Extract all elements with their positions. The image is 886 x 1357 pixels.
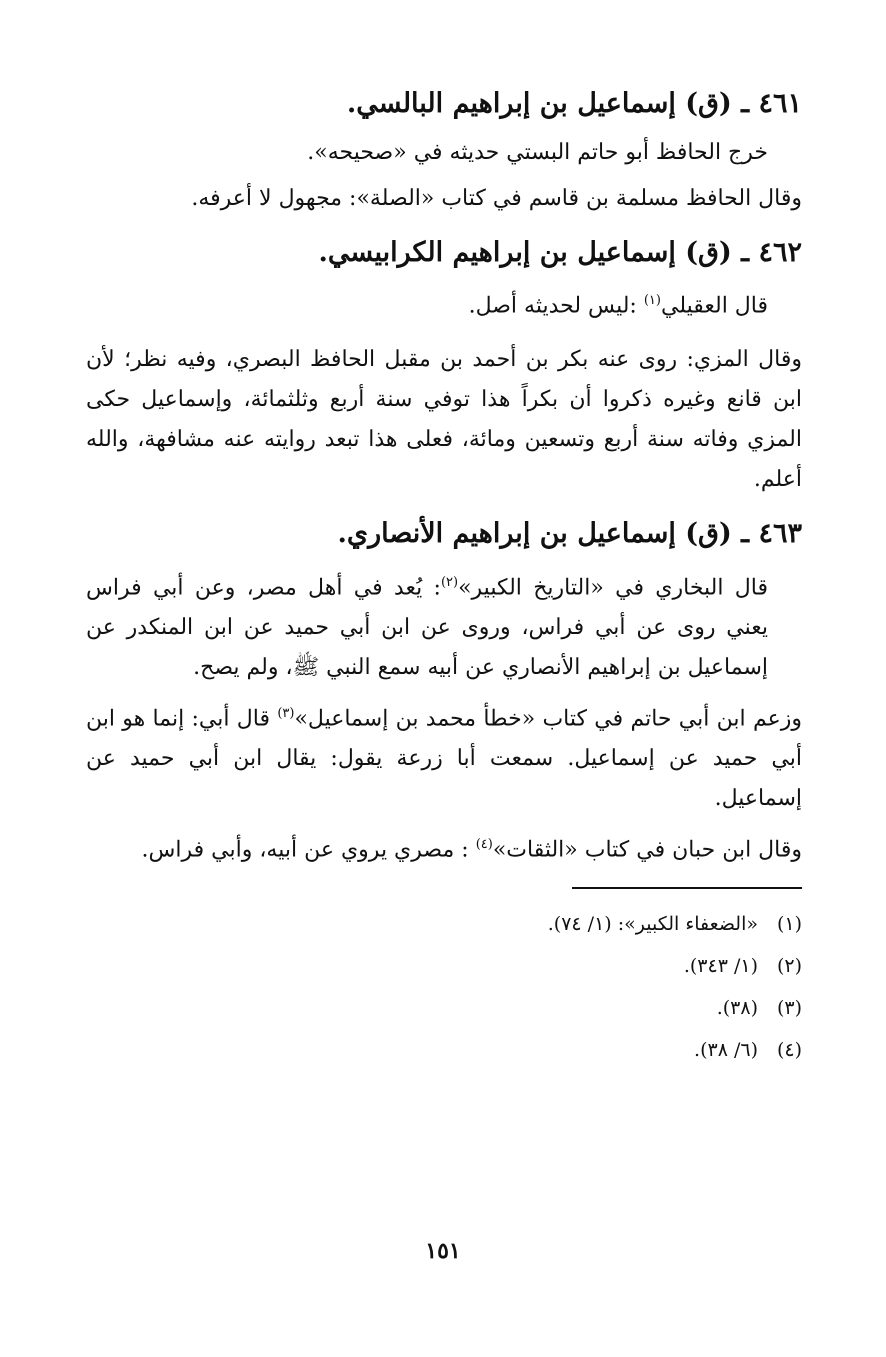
paragraph-text: قال البخاري في «التاريخ الكبير» [458, 575, 769, 601]
paragraph-text: قال أبي: إنما هو ابن أبي حميد عن إسماعيل. سمعت أبا زرعة يقول: يقال ابن أبي حميد عن إسماعيل. [86, 706, 802, 812]
paragraph: خرج الحافظ أبو حاتم البستي حديثه في «صحيحه». [307, 139, 768, 165]
footnotes [86, 903, 802, 1071]
paragraph-text: : يُعد في أهل مصر، وعن أبي فراس يعني روى عن أبي فراس، وروى عن ابن أبي حميد عن ابن المنكدر عن إسماعيل بن إبراهيم الأنصاري عن أبيه سمع النبي ﷺ، ولم يصح. [86, 575, 768, 681]
entry-463 [86, 514, 802, 870]
footnote-ref: (٢) [440, 574, 459, 590]
entry-461 [86, 84, 802, 219]
paragraph [86, 694, 802, 819]
footnote-text: (٦/ ٣٨). [694, 1038, 758, 1061]
footnote-ref: (٤) [475, 837, 493, 853]
entry-title: ٤٦١ ـ (ق) إسماعيل بن إبراهيم البالسي. [346, 88, 802, 119]
paragraph [86, 825, 802, 870]
footnote-text: (٣٨). [716, 996, 758, 1019]
footnote-text: (١/ ٣٤٣). [683, 954, 758, 977]
footnote [86, 1029, 802, 1071]
footnote-divider [572, 887, 802, 889]
footnote-text: «الضعفاء الكبير»: (١/ ٧٤). [547, 912, 758, 935]
footnote-number: (١) [776, 912, 802, 935]
footnote-number: (٢) [776, 954, 802, 977]
paragraph [86, 281, 802, 326]
entry-462 [86, 233, 802, 501]
entry-title: ٤٦٣ ـ (ق) إسماعيل بن إبراهيم الأنصاري. [337, 518, 802, 550]
paragraph-text: وزعم ابن أبي حاتم في كتاب «خطأ محمد بن إسماعيل» [294, 706, 802, 732]
paragraph [86, 563, 802, 688]
paragraph-text: :ليس لحديثه أصل. [468, 293, 644, 319]
footnote-number: (٣) [776, 996, 802, 1019]
footnote-ref: (١) [643, 293, 661, 308]
paragraph-text: وقال ابن حبان في كتاب «الثقات» [492, 837, 802, 863]
footnote [86, 987, 802, 1029]
footnote-ref: (٣) [277, 706, 295, 722]
paragraph-text: قال العقيلي [660, 293, 768, 319]
page-body [86, 70, 802, 1071]
entry-title: ٤٦٢ ـ (ق) إسماعيل بن إبراهيم الكرابيسي. [318, 236, 802, 268]
page-number: ١٥١ [425, 1238, 461, 1264]
paragraph: وقال المزي: روى عنه بكر بن أحمد بن مقبل الحافظ البصري، وفيه نظر؛ لأن ابن قانع وغيره ذكروا أن بكراً هذا توفي سنة أربع وثلثمائة، وإسماعيل حكى المزي وفاته سنة أربع وتسعين ومائة، فعلى هذا تبعد روايته عنه مشافهة، والله أعلم. [86, 347, 802, 493]
paragraph: وقال الحافظ مسلمة بن قاسم في كتاب «الصلة»: مجهول لا أعرفه. [191, 185, 802, 211]
paragraph-text: : مصري يروي عن أبيه، وأبي فراس. [141, 837, 476, 863]
footnote [86, 903, 802, 945]
footnote-number: (٤) [776, 1038, 802, 1061]
footnote [86, 945, 802, 987]
